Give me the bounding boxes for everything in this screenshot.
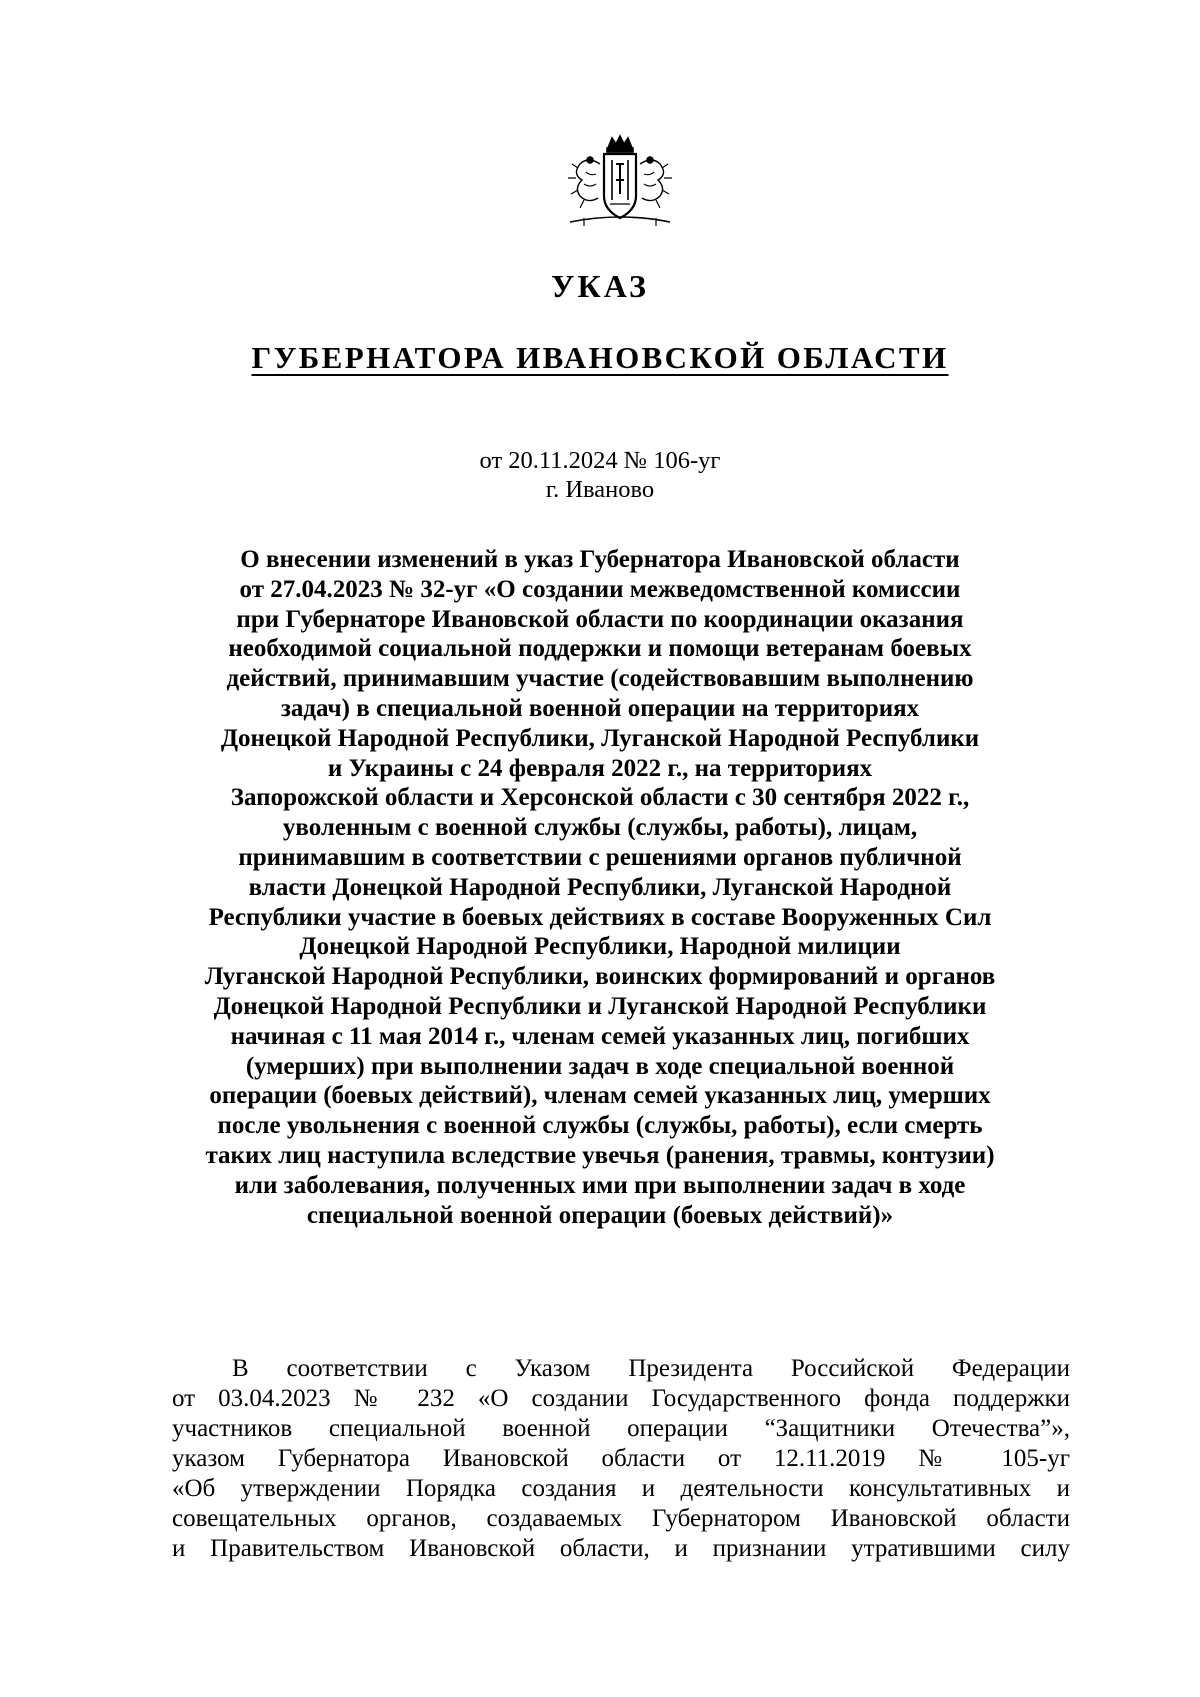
document-title-line: задач) в специальной военной операции на территориях xyxy=(280,694,920,722)
document-title-line: после увольнения с военной службы (службы, работы), если смерть xyxy=(217,1112,983,1140)
document-title-line: О внесении изменений в указ Губернатора Ивановской области xyxy=(240,546,960,573)
document-title-line: специальной военной операции (боевых действий)» xyxy=(306,1201,894,1229)
document-title-line: таких лиц наступила вследствие увечья (ранения, травмы, контузии) xyxy=(205,1141,995,1169)
document-title-line: или заболевания, полученных ими при выполнении задач в ходе xyxy=(234,1171,966,1199)
document-title-line: (умерших) при выполнении задач в ходе специальной военной xyxy=(245,1052,955,1080)
document-title-line: и Украины с 24 февраля 2022 г., на территориях xyxy=(327,754,873,782)
preamble-line: «Об утверждении Порядка создания и деятельности консультативных и xyxy=(172,1475,1070,1502)
issuer-title xyxy=(0,340,1200,376)
document-title-line: принимавшим в соответствии с решениями органов публичной xyxy=(238,843,962,871)
document-title-line: действий, принимавшим участие (содействовавшим выполнению xyxy=(226,665,974,693)
document-title-line: Донецкой Народной Республики, Народной милиции xyxy=(299,933,901,961)
preamble-line: совещательных органов, создаваемых Губернатором Ивановской области xyxy=(172,1505,1070,1532)
document-title-line: начиная с 11 мая 2014 г., членам семей указанных лиц, погибших xyxy=(230,1022,970,1050)
document-title-line: Донецкой Народной Республики и Луганской Народной Республики xyxy=(213,992,987,1020)
document-title-line: от 27.04.2023 № 32-уг «О создании межведомственной комиссии xyxy=(239,575,961,603)
document-title-line: власти Донецкой Народной Республики, Луганской Народной xyxy=(248,873,952,901)
document-title-line: необходимой социальной поддержки и помощи ветеранам боевых xyxy=(228,635,972,663)
document-title-line: уволенным с военной службы (службы, работы), лицам, xyxy=(282,814,918,842)
document-title-line: операции (боевых действий), членам семей указанных лиц, умерших xyxy=(209,1082,991,1110)
preamble-paragraph xyxy=(172,1354,1070,1564)
issuer-title-text: ГУБЕРНАТОРА ИВАНОВСКОЙ ОБЛАСТИ xyxy=(251,340,949,375)
preamble-line: В соответствии с Указом Президента Российской Федерации xyxy=(232,1355,1070,1382)
document-title-line: Донецкой Народной Республики, Луганской Народной Республики xyxy=(220,724,980,752)
document-title-line: Республики участие в боевых действиях в составе Вооруженных Сил xyxy=(208,903,992,931)
decree-title: УКАЗ xyxy=(551,268,649,304)
preamble-line: от 03.04.2023 № 232 «О создании Государственного фонда поддержки xyxy=(172,1385,1070,1412)
document-title xyxy=(160,545,1040,1230)
decree-city: г. Иваново xyxy=(545,476,655,503)
document-title-line: Луганской Народной Республики, воинских формирований и органов xyxy=(204,963,996,991)
preamble-line: и Правительством Ивановской области, и признании утратившими силу xyxy=(172,1535,1070,1562)
preamble-line: указом Губернатора Ивановской области от 12.11.2019 № 105-уг xyxy=(172,1445,1070,1472)
document-title-line: при Губернаторе Ивановской области по координации оказания xyxy=(236,605,964,633)
document-title-line: Запорожской области и Херсонской области с 30 сентября 2022 г., xyxy=(230,784,970,812)
preamble-line: участников специальной военной операции “Защитники Отечества”», xyxy=(172,1415,1070,1442)
decree-date-number: от 20.11.2024 № 106-уг xyxy=(479,447,721,474)
ivanovo-oblast-coat-of-arms-icon xyxy=(560,134,680,230)
